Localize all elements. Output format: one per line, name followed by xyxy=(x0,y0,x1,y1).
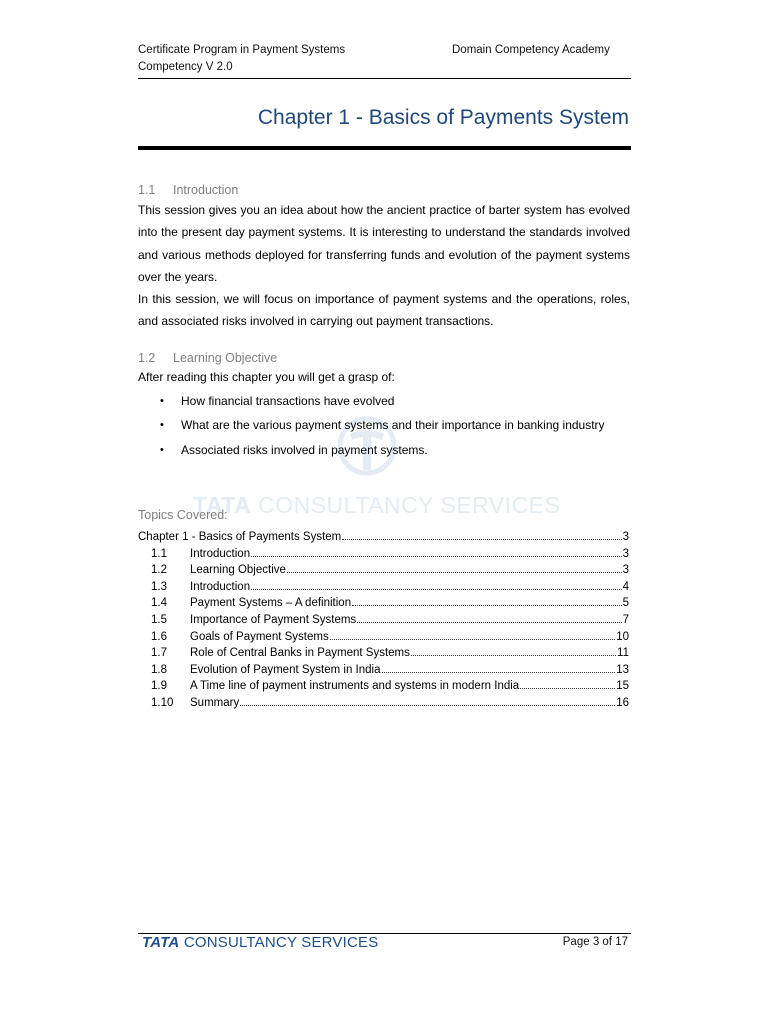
toc-label: Learning Objective xyxy=(190,564,286,577)
header-divider xyxy=(138,78,631,79)
section-heading-learning-objective xyxy=(138,351,277,365)
toc-label: Role of Central Banks in Payment Systems xyxy=(190,647,410,660)
toc-entry[interactable] xyxy=(138,680,629,697)
toc-entry[interactable] xyxy=(138,548,629,565)
toc-entry[interactable] xyxy=(138,531,629,548)
toc-page: 16 xyxy=(616,696,629,709)
toc-page: 10 xyxy=(616,630,629,643)
toc-number: 1.10 xyxy=(151,696,174,709)
toc-leader xyxy=(330,639,616,640)
topics-covered-heading: Topics Covered: xyxy=(138,508,228,522)
toc-entry[interactable] xyxy=(138,564,629,581)
toc-label: Introduction xyxy=(190,547,251,560)
toc-leader xyxy=(357,622,621,623)
toc-label: Introduction xyxy=(190,580,251,593)
section-heading-introduction xyxy=(138,183,238,197)
toc-number: 1.6 xyxy=(151,630,167,643)
chapter-title-divider xyxy=(138,146,631,150)
watermark-tata: TATA xyxy=(193,492,252,518)
toc-label: Summary xyxy=(190,696,240,709)
learning-objective-intro: After reading this chapter you will get a grasp of: xyxy=(138,370,395,384)
learning-objective-list xyxy=(138,390,630,463)
toc-page: 15 xyxy=(616,680,629,693)
bullet-icon: • xyxy=(160,395,164,407)
header-program-title: Certificate Program in Payment Systems xyxy=(138,44,346,56)
toc-number: 1.7 xyxy=(151,647,167,660)
toc-leader xyxy=(251,556,621,557)
toc-label: Evolution of Payment System in India xyxy=(190,663,381,676)
toc-page: 13 xyxy=(616,663,629,676)
toc-number: 1.1 xyxy=(151,547,167,560)
toc-entry[interactable] xyxy=(138,581,629,598)
intro-paragraph-2: In this session, we will focus on importance of payment systems and the operations, roles, and associated risks involved in carrying out payment transactions. xyxy=(138,292,630,329)
page-number: Page 3 of 17 xyxy=(562,936,628,948)
toc-leader xyxy=(342,539,621,540)
toc-page: 7 xyxy=(622,613,629,626)
toc-leader xyxy=(352,605,622,606)
list-item xyxy=(138,414,630,436)
section-number: 1.1 xyxy=(138,183,156,197)
tcs-watermark xyxy=(193,492,560,519)
toc-page: 3 xyxy=(622,564,629,577)
toc-page: 4 xyxy=(622,580,629,593)
footer-logo-tata: TATA xyxy=(142,934,180,951)
toc-label: A Time line of payment instruments and systems in modern India xyxy=(190,680,520,693)
toc-entry[interactable] xyxy=(138,647,629,664)
bullet-icon: • xyxy=(160,443,164,456)
toc-entry[interactable] xyxy=(138,664,629,681)
bullet-icon: • xyxy=(160,419,164,432)
table-of-contents xyxy=(138,531,629,714)
toc-leader xyxy=(287,572,622,573)
intro-paragraph-1: This session gives you an idea about how the ancient practice of barter system has evolved into the present day payment systems. It is interesting to understand the standards involved and various methods deployed for transferring funds and evolution of the payment systems over the years. xyxy=(138,203,630,284)
list-item xyxy=(138,439,630,461)
toc-number: 1.5 xyxy=(151,613,167,626)
list-item-text: What are the various payment systems and their importance in banking industry xyxy=(181,418,605,433)
list-item xyxy=(138,390,630,412)
section-title: Introduction xyxy=(173,183,239,197)
section-title: Learning Objective xyxy=(173,351,278,365)
list-item-text: How financial transactions have evolved xyxy=(181,394,395,408)
toc-leader xyxy=(240,705,615,706)
toc-entry[interactable] xyxy=(138,614,629,631)
chapter-title: Chapter 1 - Basics of Payments System xyxy=(257,106,629,129)
header-academy: Domain Competency Academy xyxy=(452,44,610,56)
toc-page: 3 xyxy=(622,531,629,543)
toc-leader xyxy=(411,655,616,656)
section-number: 1.2 xyxy=(138,351,156,365)
tcs-footer-logo xyxy=(142,934,378,951)
toc-number: 1.3 xyxy=(151,580,167,593)
toc-leader xyxy=(251,589,621,590)
toc-page: 3 xyxy=(622,547,629,560)
watermark-rest: CONSULTANCY SERVICES xyxy=(251,492,561,518)
toc-leader xyxy=(382,672,616,673)
toc-entry[interactable] xyxy=(138,597,629,614)
toc-leader xyxy=(520,688,615,689)
toc-label: Payment Systems – A definition xyxy=(190,597,352,610)
toc-number: 1.9 xyxy=(151,680,167,693)
toc-page: 11 xyxy=(617,647,629,660)
list-item-text: Associated risks involved in payment systems. xyxy=(181,442,428,457)
toc-label: Importance of Payment Systems xyxy=(190,613,357,626)
header-version: Competency V 2.0 xyxy=(138,61,233,73)
toc-number: 1.2 xyxy=(151,564,167,577)
toc-entry[interactable] xyxy=(138,631,629,648)
toc-entry[interactable] xyxy=(138,697,629,714)
toc-label: Goals of Payment Systems xyxy=(190,630,329,643)
toc-page: 5 xyxy=(622,597,629,610)
toc-label: Chapter 1 - Basics of Payments System xyxy=(138,531,342,543)
toc-number: 1.4 xyxy=(151,597,167,610)
toc-number: 1.8 xyxy=(151,663,167,676)
footer-logo-rest: CONSULTANCY SERVICES xyxy=(179,934,379,951)
